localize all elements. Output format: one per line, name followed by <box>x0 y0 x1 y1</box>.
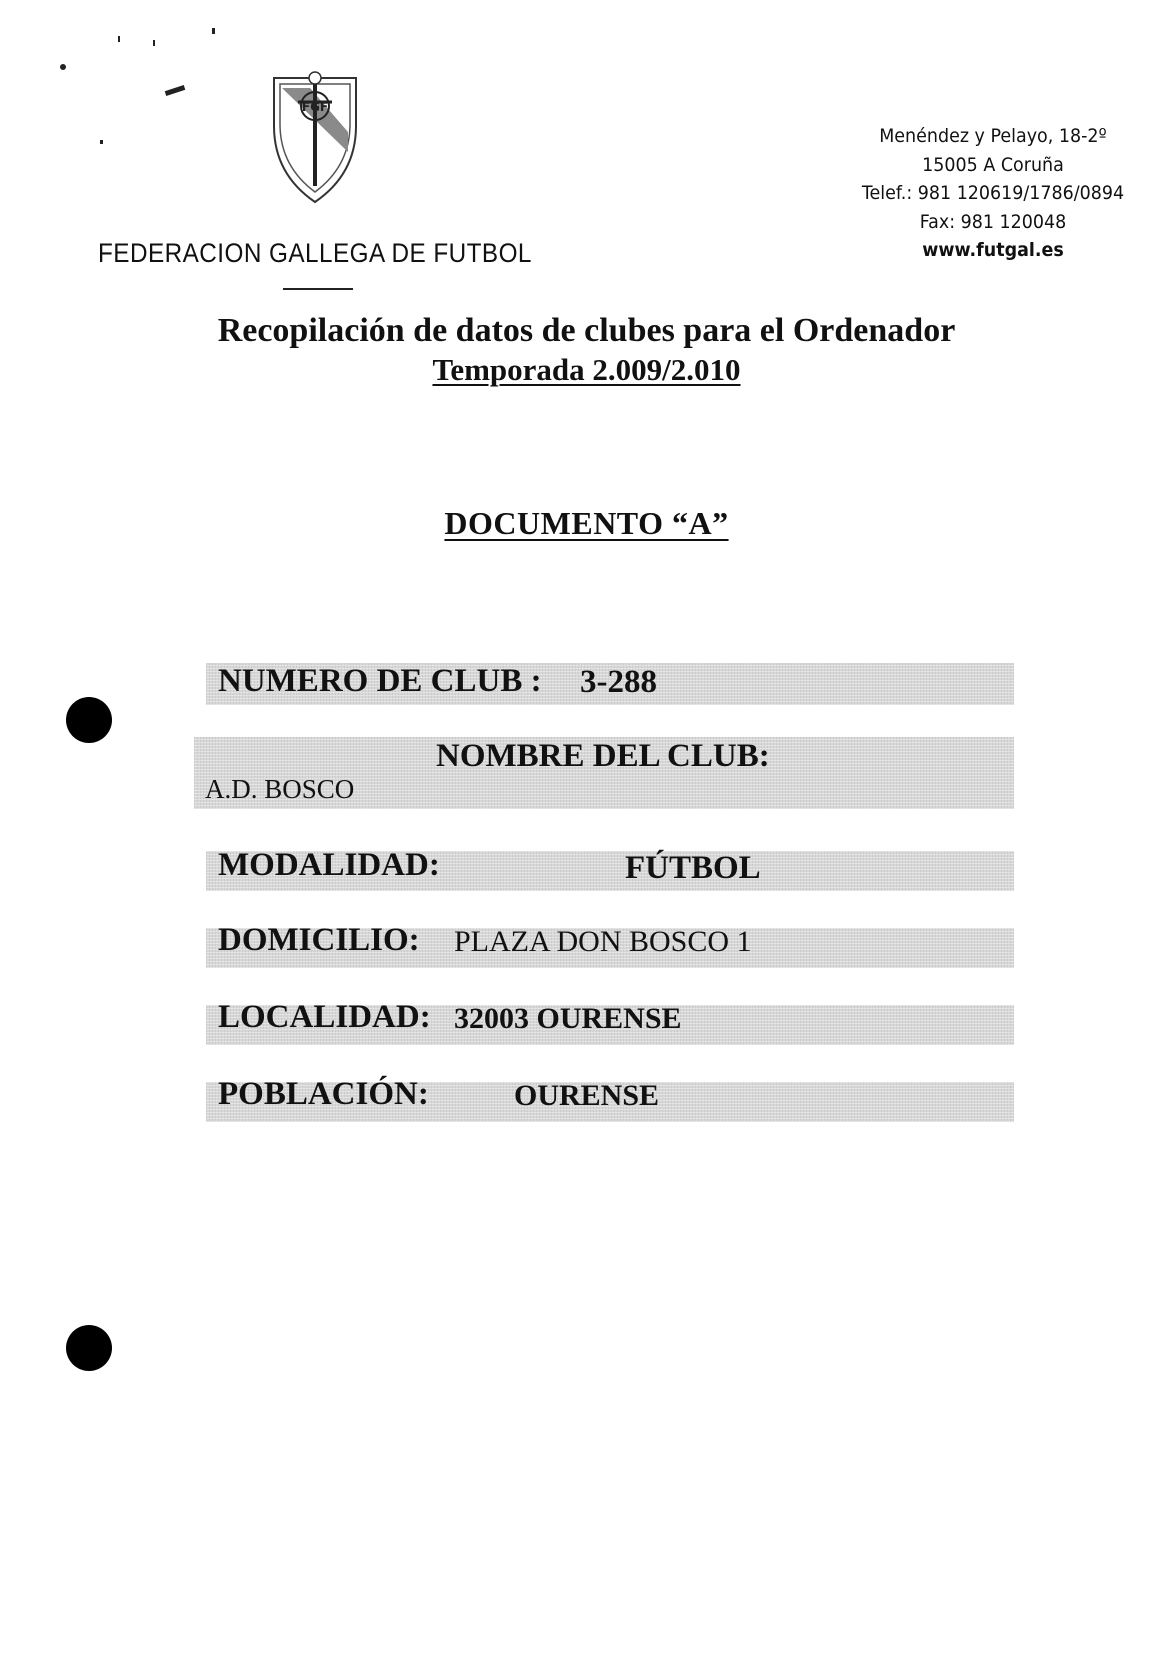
address-line-1: Menéndez y Pelayo, 18-2º <box>879 125 1107 147</box>
punch-hole <box>66 697 112 743</box>
population-label: POBLACIÓN: <box>218 1076 429 1112</box>
address-label: DOMICILIO: <box>218 922 420 958</box>
punch-hole <box>66 1325 112 1371</box>
club-name-value: A.D. BOSCO <box>205 774 355 804</box>
scan-speck <box>153 40 155 46</box>
scan-speck <box>212 28 215 34</box>
svg-text:FGF: FGF <box>301 100 329 114</box>
website-link: www.futgal.es <box>922 239 1064 261</box>
federation-name: FEDERACION GALLEGA DE FUTBOL <box>98 238 532 268</box>
document-label-text: DOCUMENTO “A” <box>444 505 729 541</box>
club-number-label: NUMERO DE CLUB : <box>218 663 542 699</box>
scan-speck <box>100 140 103 144</box>
club-name-label: NOMBRE DEL CLUB: <box>436 738 770 774</box>
modality-value: FÚTBOL <box>625 850 761 886</box>
club-number-value: 3-288 <box>580 664 657 700</box>
phone-number: Telef.: 981 120619/1786/0894 <box>861 182 1125 204</box>
federation-shield-icon <box>270 66 360 206</box>
document-title: Recopilación de datos de clubes para el Ordenador <box>217 312 956 349</box>
season-text: Temporada 2.009/2.010 <box>432 352 741 387</box>
contact-block <box>841 122 1145 265</box>
population-value: OURENSE <box>514 1079 660 1112</box>
modality-label: MODALIDAD: <box>218 847 440 883</box>
locality-value: 32003 OURENSE <box>454 1002 682 1035</box>
scan-speck <box>118 36 120 42</box>
address-line-2: 15005 A Coruña <box>922 153 1064 176</box>
season-heading <box>0 352 1173 388</box>
divider <box>283 288 353 290</box>
address-value: PLAZA DON BOSCO 1 <box>454 925 752 958</box>
fax-number: Fax: 981 120048 <box>919 210 1067 233</box>
locality-label: LOCALIDAD: <box>218 999 431 1035</box>
document-label <box>0 505 1173 542</box>
scan-speck <box>165 85 186 96</box>
scan-speck <box>60 64 66 70</box>
